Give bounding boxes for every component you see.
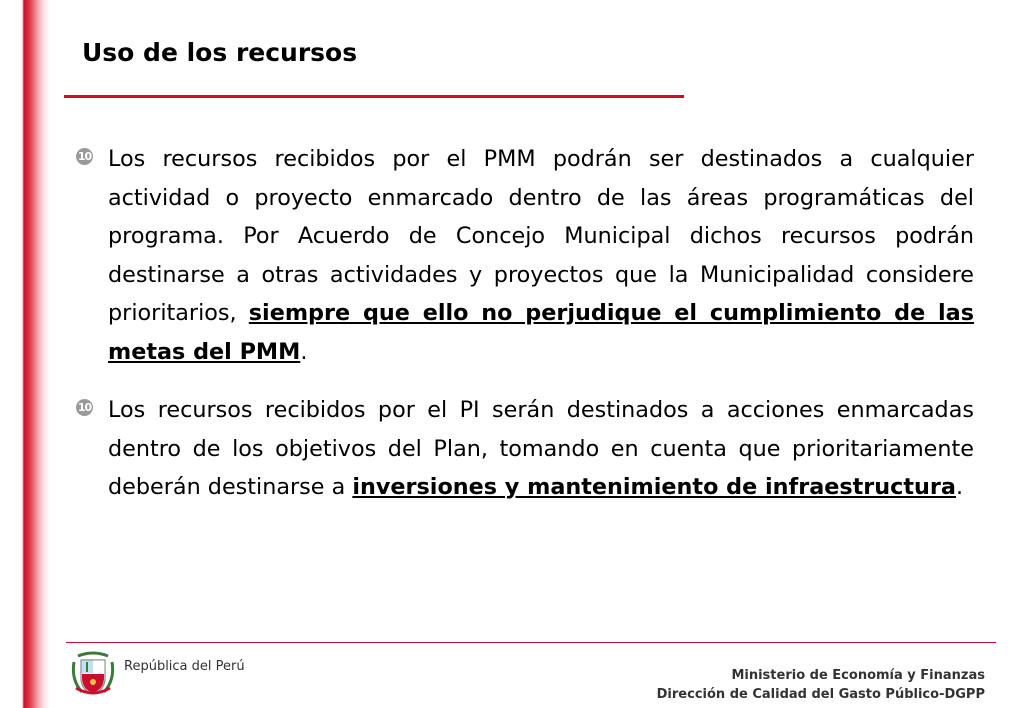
directorate-label: Dirección de Calidad del Gasto Público-DGPP [656, 687, 985, 702]
bullet-text-emphasis: inversiones y mantenimiento de infraestructura [352, 474, 956, 500]
footer-divider [66, 642, 996, 643]
slide-content [72, 140, 974, 527]
slide-title: Uso de los recursos [82, 38, 358, 67]
circled-ten-icon: 10 [77, 401, 92, 414]
footer-institution [657, 666, 985, 704]
country-label: República del Perú [124, 659, 245, 674]
bullet-text-emphasis: siempre que ello no perjudique el cumplimiento de las metas del PMM [108, 300, 974, 365]
left-decorative-bar [0, 0, 50, 708]
title-underline [64, 95, 684, 98]
bullet-text-end: . [300, 338, 308, 365]
bullet-text [108, 140, 974, 371]
circled-ten-icon: 10 [77, 150, 92, 163]
ministry-label: Ministerio de Economía y Finanzas [731, 668, 985, 683]
bullet-text-end: . [955, 474, 964, 500]
bullet-text-plain: Los recursos recibidos por el PMM podrán ser destinados a cualquier actividad o proyecto enmarcado dentro de las áreas programáticas del programa. Por Acuerdo de Concejo Municipal dichos recursos podrán destinarse a otras actividades y proyectos que la Municipalidad considere prioritarios, [108, 146, 974, 326]
bullet-text [108, 391, 974, 507]
bullet-item [72, 391, 974, 507]
peru-coat-of-arms-icon [68, 648, 118, 698]
bullet-item [72, 140, 974, 371]
bullet-text-plain: Los recursos recibidos por el PI serán destinados a acciones enmarcadas dentro de los objetivos del Plan, tomando en cuenta que prioritariamente deberán destinarse a [108, 397, 974, 500]
